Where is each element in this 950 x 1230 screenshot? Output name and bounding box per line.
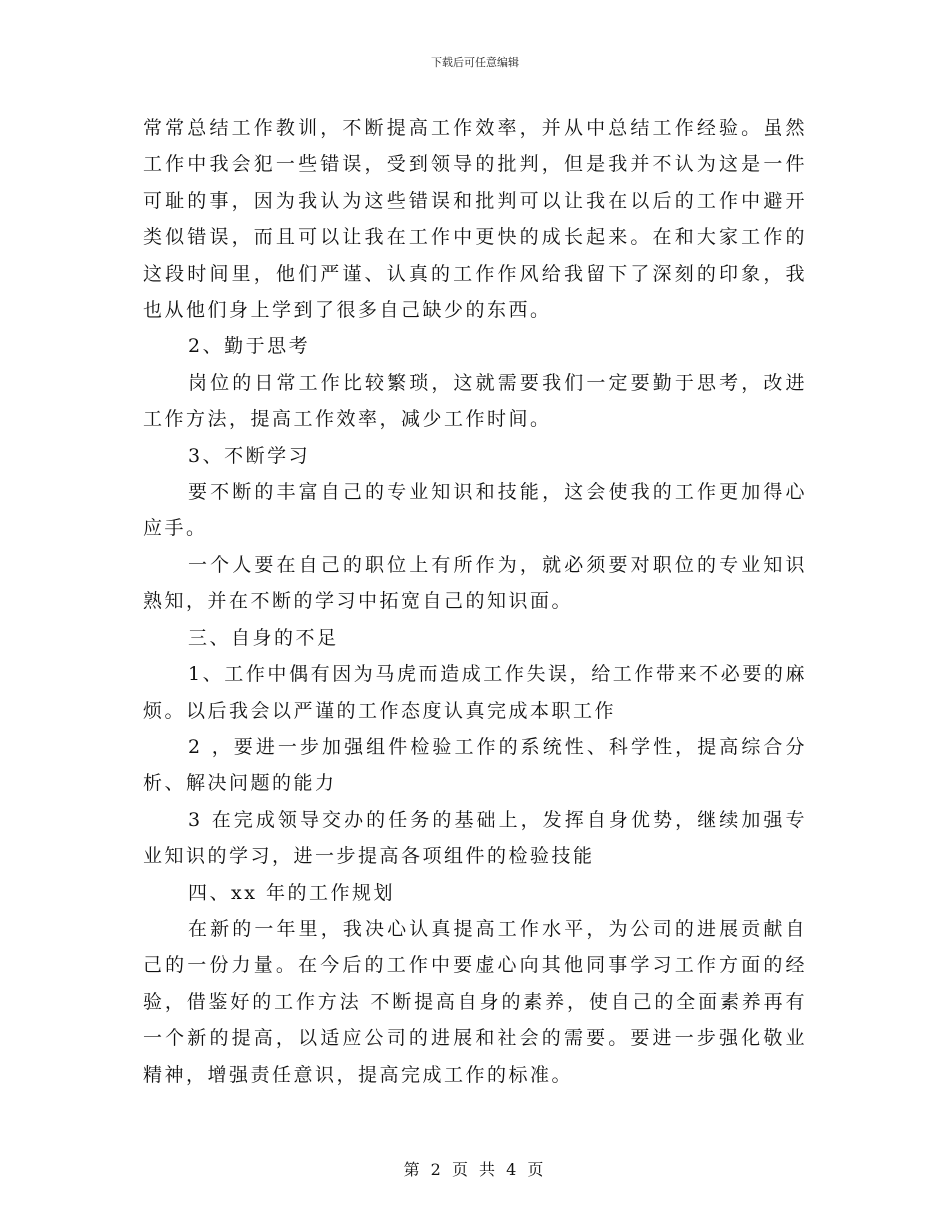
- section-heading: 四、xx 年的工作规划: [188, 881, 395, 904]
- page-header: 下载后可任意编辑: [431, 56, 519, 69]
- page-number-footer: 第 2 页 共 4 页: [403, 1160, 547, 1179]
- list-item: 2 ，要进一步加强组件检验工作的系统性、科学性，提高综合分析、解决问题的能力: [143, 735, 807, 795]
- section-heading: 三、自身的不足: [188, 626, 339, 649]
- paragraph: 一个人要在自己的职位上有所作为，就必须要对职位的专业知识熟知，并在不断的学习中拓宽自己的知识面。: [143, 553, 807, 613]
- section-heading: 3、不断学习: [188, 444, 311, 467]
- list-item: 3 在完成领导交办的任务的基础上，发挥自身优势，继续加强专业知识的学习，进一步提高各项组件的检验技能: [143, 808, 807, 868]
- paragraph: 在新的一年里，我决心认真提高工作水平，为公司的进展贡献自己的一份力量。在今后的工作中要虚心向其他同事学习工作方面的经验，借鉴好的工作方法 不断提高自身的素养，使自己的全面素养再有一个新的提高，以适应公司的进展和社会的需要。要进一步强化敬业精神，增强责任意识，提高完成工作的标准。: [143, 917, 807, 1086]
- paragraph: 常常总结工作教训，不断提高工作效率，并从中总结工作经验。虽然工作中我会犯一些错误，受到领导的批判，但是我并不认为这是一件可耻的事，因为我认为这些错误和批判可以让我在以后的工作中避开类似错误，而且可以让我在工作中更快的成长起来。在和大家工作的这段时间里，他们严谨、认真的工作作风给我留下了深刻的印象，我也从他们身上学到了很多自己缺少的东西。: [143, 117, 807, 322]
- paragraph: 要不断的丰富自己的专业知识和技能，这会使我的工作更加得心应手。: [143, 481, 807, 540]
- document-body: [143, 110, 807, 1093]
- paragraph: 岗位的日常工作比较繁琐，这就需要我们一定要勤于思考，改进工作方法，提高工作效率，减少工作时间。: [143, 371, 807, 431]
- section-heading: 2、勤于思考: [188, 335, 311, 358]
- list-item: 1、工作中偶有因为马虎而造成工作失误，给工作带来不必要的麻烦。以后我会以严谨的工作态度认真完成本职工作: [143, 663, 807, 722]
